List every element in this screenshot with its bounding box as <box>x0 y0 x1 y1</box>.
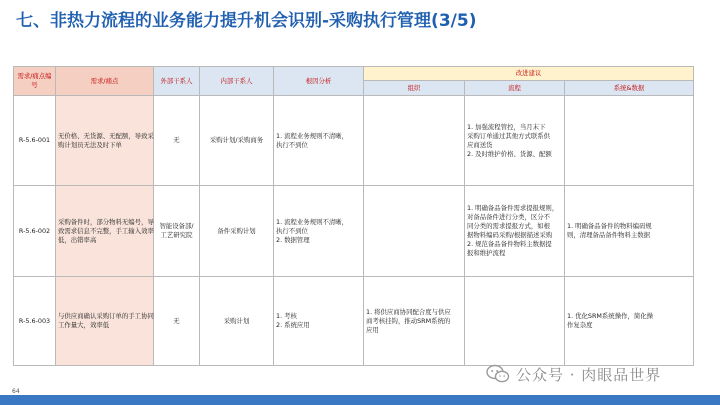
table-row <box>14 186 694 277</box>
watermark-text: 公众号 · 肉眼品世界 <box>516 365 662 384</box>
header-id <box>14 67 56 96</box>
text-line: 采购订单通过其他方式联系供 <box>467 131 551 140</box>
text-line: 1. 将供应商协同配合度与供应 <box>366 307 451 316</box>
text-line: 1. 明确备品备件需求提报规则， <box>467 204 559 212</box>
text-line: 与供应商确认采购订单的手工协同 <box>58 312 154 320</box>
row-process <box>465 186 565 277</box>
page-title: 七、非热力流程的业务能力提升机会识别-采购执行管理(3/5) <box>16 11 477 31</box>
text-line: 智能设备部/ <box>159 222 194 230</box>
wechat-icon <box>486 364 510 384</box>
footer-bar <box>0 395 720 405</box>
header-id-text: 需求/痛点编号 <box>17 72 52 89</box>
text-line: 无价格、无货源、无配额，导致采 <box>58 131 154 140</box>
row-process <box>465 277 565 366</box>
text-line: 工艺研究院 <box>160 231 193 239</box>
row-id: R-5.6-001 <box>14 96 56 186</box>
page-number: 64 <box>12 388 20 395</box>
text-line: 报和维护流程 <box>467 249 506 257</box>
text-line: 1. 优化SRM系统操作，简化操 <box>567 312 654 320</box>
text-line: 2. 规范备品备件物料主数据提 <box>467 240 552 248</box>
text-line: 1. 考核 <box>276 312 297 320</box>
text-line: 同分类的需求提报方式，如根 <box>467 222 551 230</box>
row-process <box>465 96 565 186</box>
row-external: 无 <box>154 96 200 186</box>
row-id: R-5.6-003 <box>14 277 56 366</box>
row-id: R-5.6-002 <box>14 186 56 277</box>
text-line: 致需求信息不完整，手工输入效率 <box>58 226 154 235</box>
header-internal: 内部干系人 <box>200 67 274 96</box>
row-org <box>364 96 465 186</box>
row-system <box>565 186 694 277</box>
text-line: 应商送货 <box>467 140 493 149</box>
row-internal: 采购计划 <box>200 277 274 366</box>
text-line: 应用 <box>366 325 379 334</box>
text-line: 商考核挂钩，推动SRM系统的 <box>366 316 451 325</box>
text-line: 1. 明确备品备件的物料编码规 <box>567 222 652 230</box>
text-line: 执行不到位 <box>276 226 308 235</box>
text-line: 执行不到位 <box>276 140 308 149</box>
watermark <box>486 362 661 386</box>
row-root-cause <box>274 96 364 186</box>
row-external: 无 <box>154 277 200 366</box>
table-row <box>14 277 694 366</box>
row-internal: 采购计划/采购商务 <box>200 96 274 186</box>
row-org <box>364 277 465 366</box>
header-external: 外部干系人 <box>154 67 200 96</box>
table-row <box>14 96 694 186</box>
row-system <box>565 277 694 366</box>
row-root-cause <box>274 277 364 366</box>
row-pain <box>56 96 154 186</box>
row-root-cause <box>274 186 364 277</box>
header-root-cause: 根因分析 <box>274 67 364 96</box>
header-pain: 需求/痛点 <box>56 67 154 96</box>
text-line: 据物料编码采购/根据描述采购 <box>467 231 553 239</box>
requirements-table <box>13 66 693 366</box>
row-pain <box>56 277 154 366</box>
text-line: 作复杂度 <box>567 321 593 329</box>
text-line: 对备品备件进行分类，区分不 <box>467 213 551 221</box>
row-internal: 备件采购计划 <box>200 186 274 277</box>
row-external <box>154 186 200 277</box>
text-line: 1. 加强流程管控，当月末下 <box>467 122 546 131</box>
header-improve: 改进建议 <box>364 67 694 81</box>
text-line: 2. 系统应用 <box>276 321 310 329</box>
row-system <box>565 96 694 186</box>
header-system: 系统&数据 <box>565 81 694 96</box>
text-line: 1. 流程业务规则不清晰， <box>276 217 349 226</box>
header-org: 组织 <box>364 81 465 96</box>
text-line: 1. 流程业务规则不清晰， <box>276 131 349 140</box>
text-line: 购计划员无法及时下单 <box>58 140 122 149</box>
row-pain <box>56 186 154 277</box>
text-line: 则，清理备品备件物料主数据 <box>567 231 651 239</box>
text-line: 采购备件时，部分物料无编号，导 <box>58 217 154 226</box>
row-org <box>364 186 465 277</box>
header-process: 流程 <box>465 81 565 96</box>
text-line: 工作量大，效率低 <box>58 321 110 329</box>
text-line: 2. 及时维护价格、货源、配额 <box>467 149 552 158</box>
text-line: 低，出错率高 <box>58 235 97 244</box>
text-line: 2. 数据管理 <box>276 235 310 244</box>
